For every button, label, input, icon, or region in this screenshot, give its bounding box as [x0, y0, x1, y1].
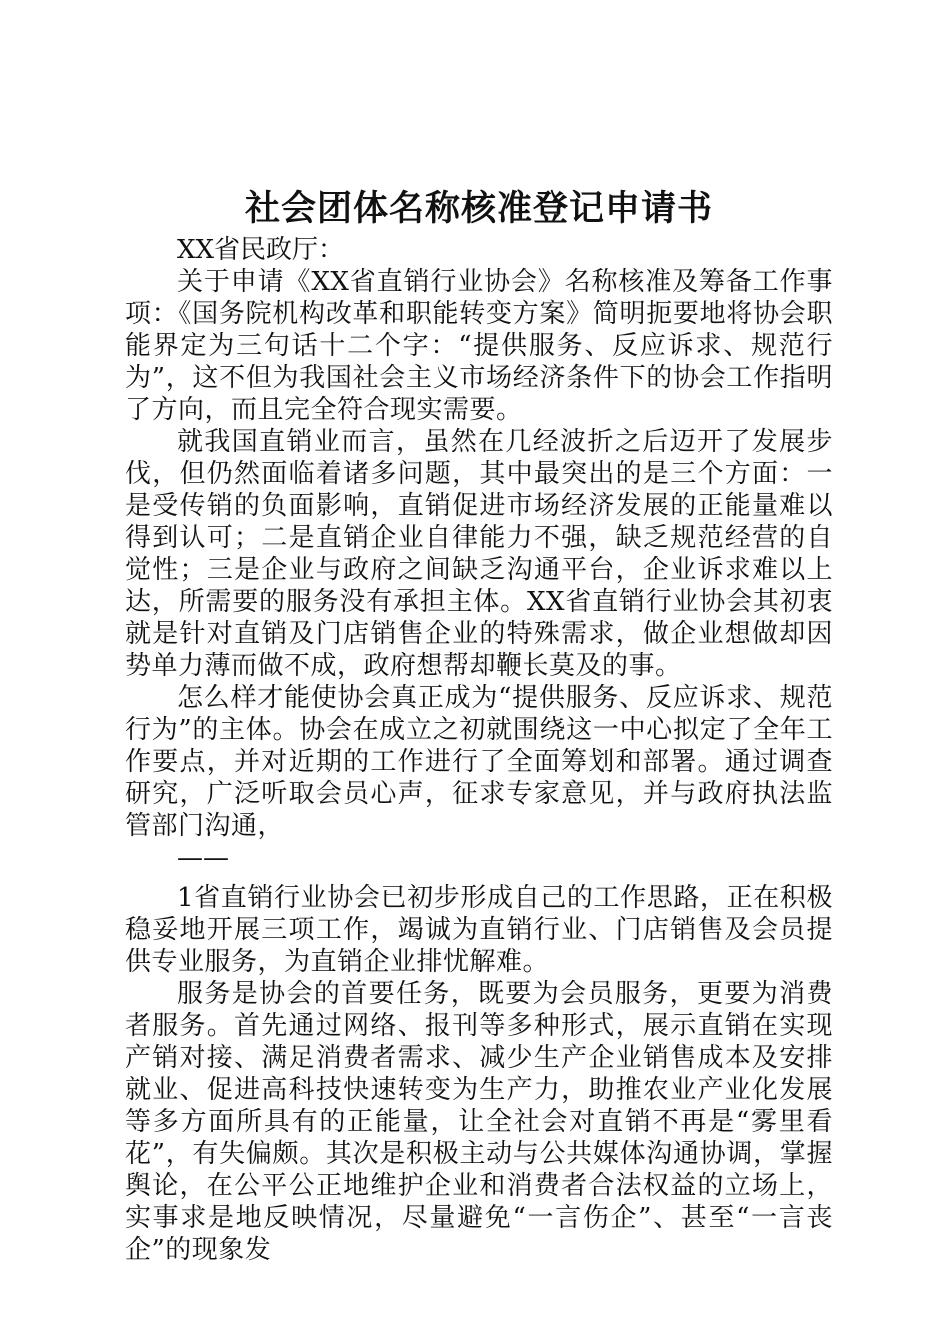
paragraph-1: 关于申请《XX省直销行业协会》名称核准及筹备工作事项：《国务院机构改革和职能转变方案》简明扼要地将协会职能界定为三句话十二个字：“提供服务、反应诉求、规范行为”，这不但为我国社会主义市场经济条件下的协会工作指明了方向，而且完全符合现实需要。 — [125, 267, 833, 425]
paragraph-5: 服务是协会的首要任务，既要为会员服务，更要为消费者服务。首先通过网络、报刊等多种形式，展示直销在实现产销对接、满足消费者需求、减少生产企业销售成本及安排就业、促进高科技快速转变为生产力，助推农业产业化发展等多方面所具有的正能量，让全社会对直销不再是“雾里看花”，有失偏颇。其次是积极主动与公共媒体沟通协调，掌握舆论，在公平公正地维护企业和消费者合法权益的立场上，实事求是地反映情况，尽量避免“一言伤企”、甚至“一言丧企”的现象发 — [125, 979, 833, 1265]
document-page — [125, 180, 833, 1266]
paragraph-4: 1省直销行业协会已初步形成自己的工作思路，正在积极稳妥地开展三项工作，竭诚为直销行业、门店销售及会员提供专业服务，为直销企业排忧解难。 — [125, 883, 833, 977]
paragraph-3: 怎么样才能使协会真正成为“提供服务、反应诉求、规范行为”的主体。协会在成立之初就围绕这一中心拟定了全年工作要点，并对近期的工作进行了全面筹划和部署。通过调查研究，广泛听取会员心声，征求专家意见，并与政府执法监管部门沟通， — [125, 683, 833, 841]
document-title: 社会团体名称核准登记申请书 — [244, 189, 713, 229]
separator-dash: —— — [177, 843, 229, 873]
salutation: XX省民政厅： — [177, 235, 345, 265]
paragraph-2: 就我国直销业而言，虽然在几经波折之后迈开了发展步伐，但仍然面临着诸多问题，其中最突出的是三个方面：一是受传销的负面影响，直销促进市场经济发展的正能量难以得到认可；二是直销企业自律能力不强，缺乏规范经营的自觉性；三是企业与政府之间缺乏沟通平台，企业诉求难以上达，所需要的服务没有承担主体。XX省直销行业协会其初衷就是针对直销及门店销售企业的特殊需求，做企业想做却因势单力薄而做不成，政府想帮却鞭长莫及的事。 — [125, 427, 833, 681]
